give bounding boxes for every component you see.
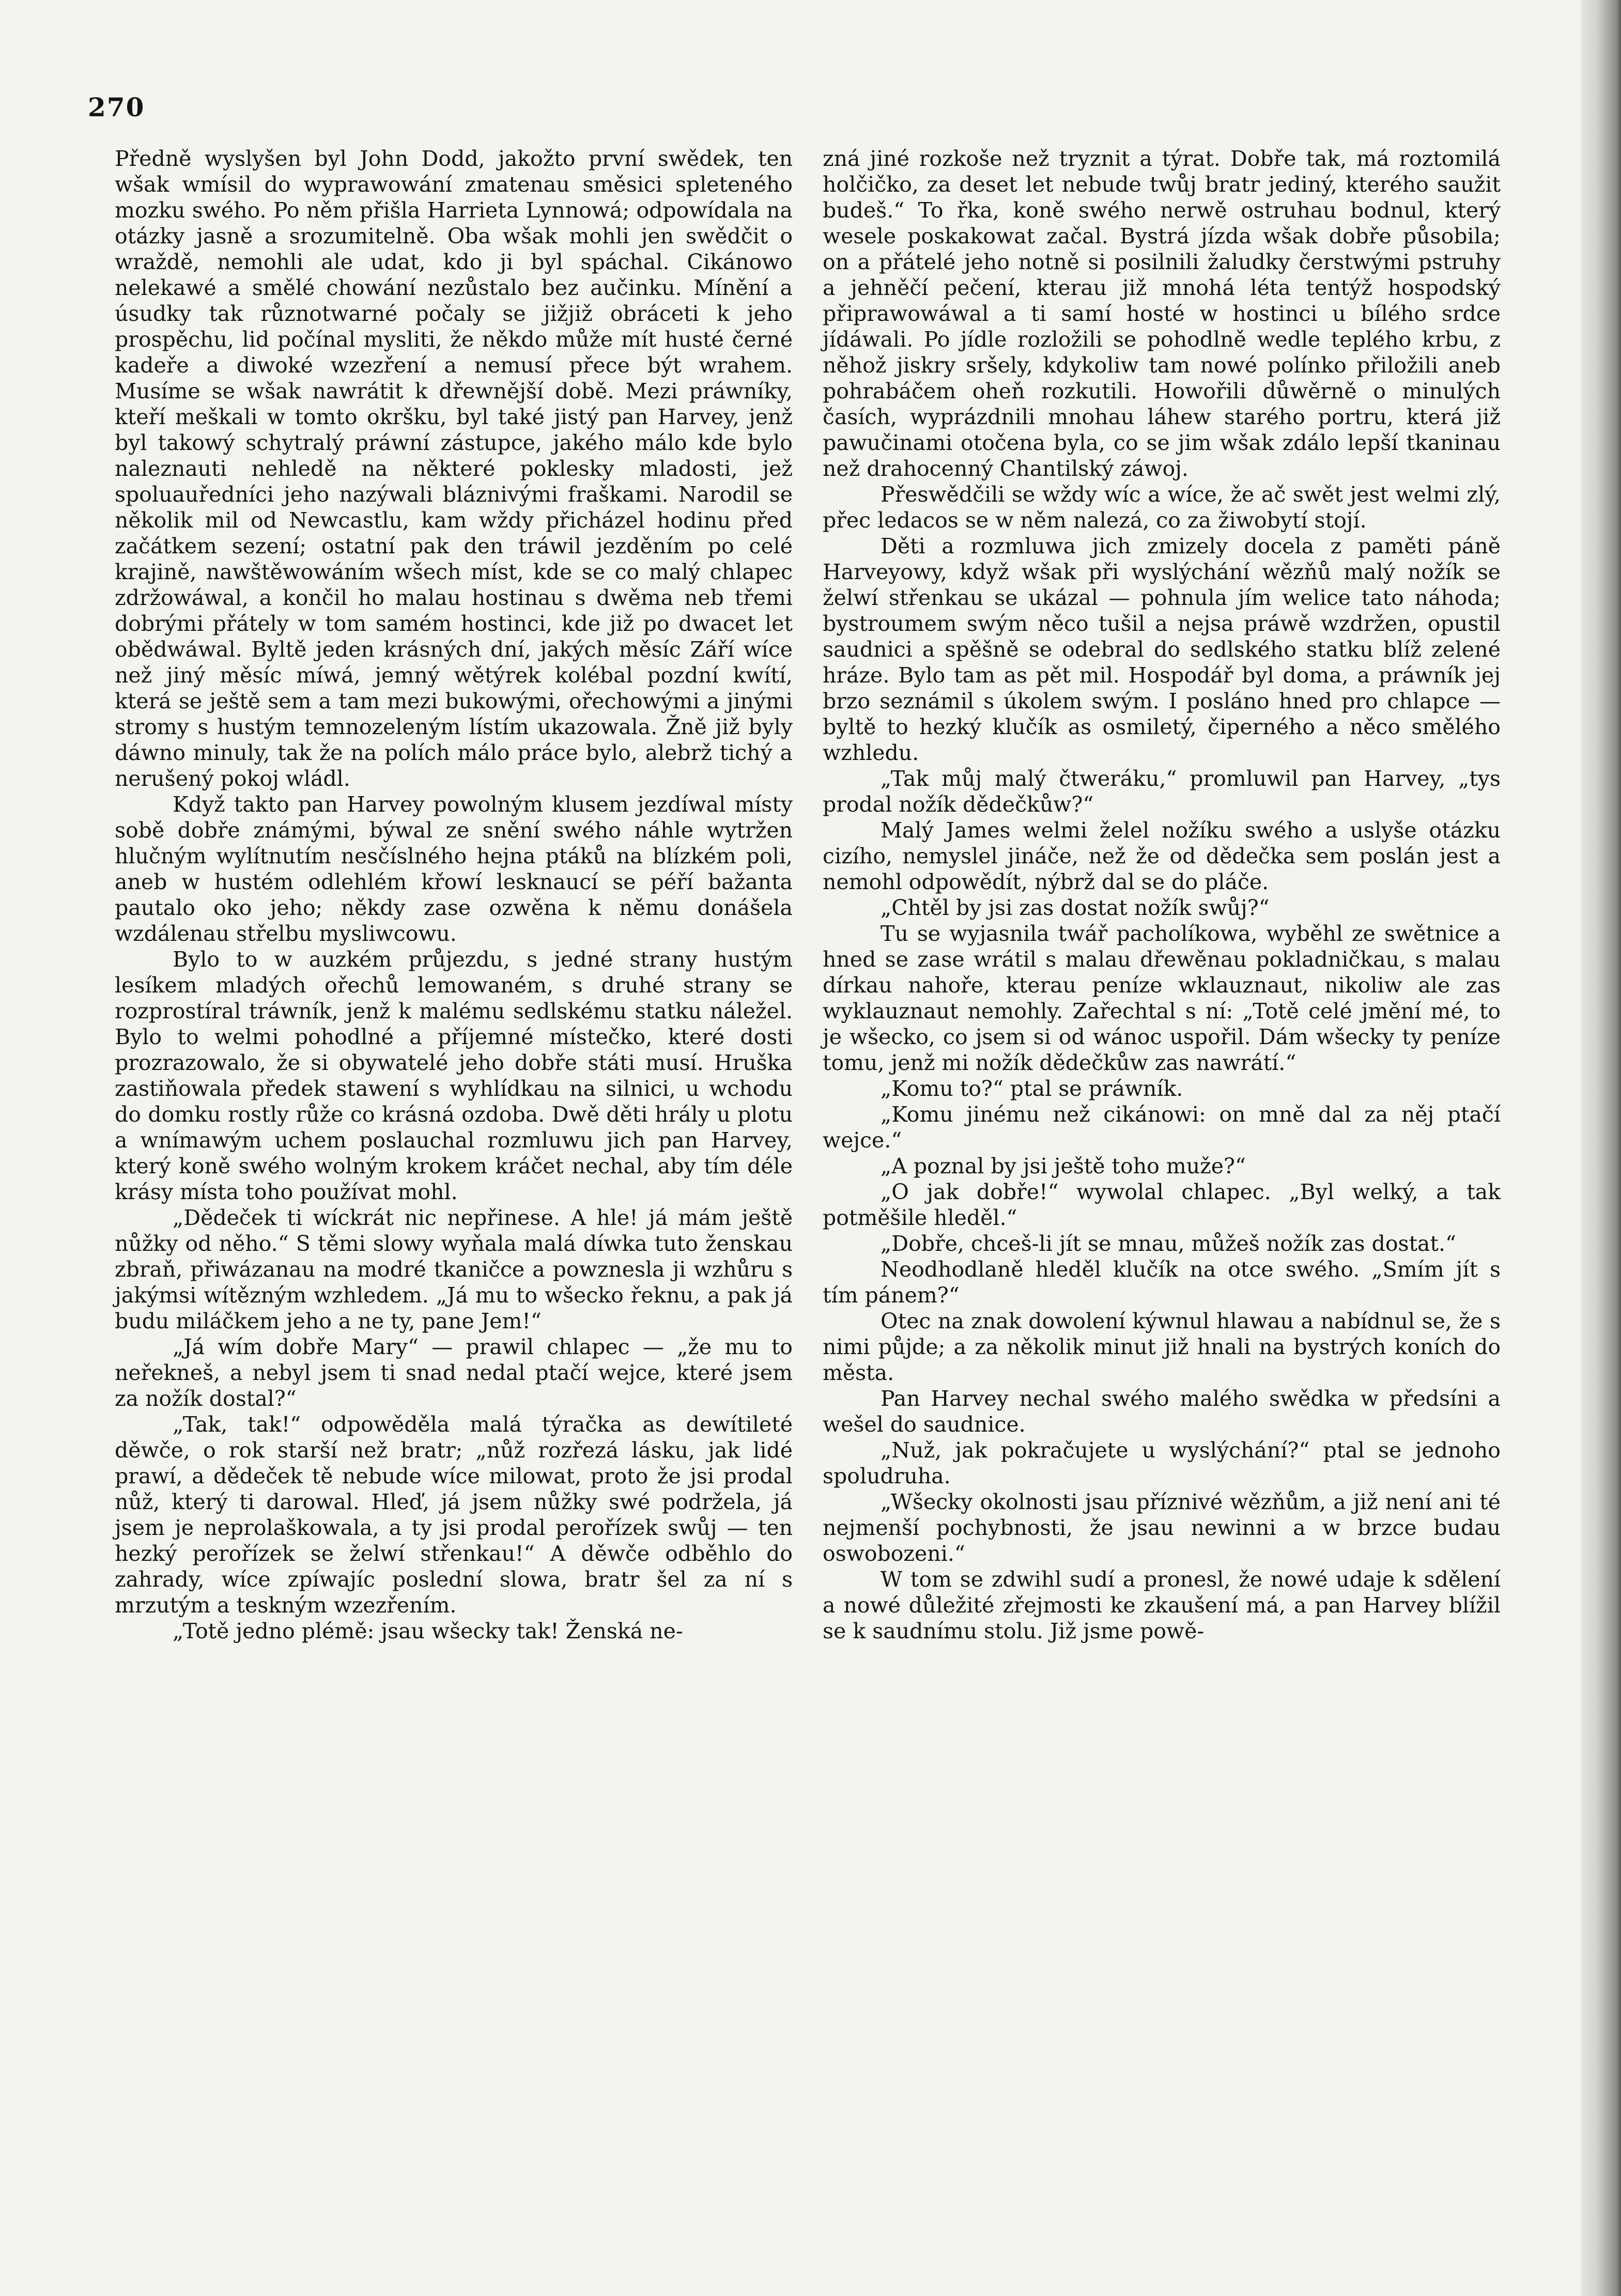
paragraph: Tu se wyjasnila twář pacholíkowa, wyběhl ze swětnice a hned se zase wrátil s malau dřewěnau pokladničkau, s malau dírkau nahoře, kterau peníze wklauznaut, nikoliw ale zas wyklauznaut nemohly. Zařechtal s ní: „Totě celé jmění mé, to je wšecko, co jsem si od wánoc uspořil. Dám wšecky ty peníze tomu, jenž mi nožík dědečkůw zas nawrátí.“ [823,921,1501,1075]
paragraph: „Wšecky okolnosti jsau příznivé wězňům, a již není ani té nejmenší pochybnosti, že jsau newinni a w brzce budau oswobozeni.“ [823,1490,1501,1566]
paragraph: W tom se zdwihl sudí a pronesl, že nowé udaje k sdělení a nowé důležité zřejmosti ke zkaušení má, a pan Harvey blížil se k saudnímu stolu. Již jsme powě- [823,1567,1501,1643]
paragraph: „A poznal by jsi ještě toho muže?“ [881,1154,1246,1178]
paragraph: Děti a rozmluwa jich zmizely docela z paměti páně Harveyowy, když wšak při wyslýchání wězňů malý nožík se želwí střenkau se ukázal — pohnula jím welice tato náhoda; bystroumem swým něco tušil a nejsa práwě wzdržen, opustil saudnici a spěšně se odebral do sedlského statku blíž zelené hráze. Bylo tam as pět mil. Hospodář byl doma, a práwník jej brzo seznámil s úkolem swým. I posláno hned pro chlapce — byltě to hezký klučík as osmiletý, čiperného a něco smělého wzhledu. [823,534,1501,765]
paragraph: „Tak můj malý čtweráku,“ promluwil pan Harvey, „tys prodal nožík dědečkůw?“ [823,766,1501,817]
paragraph: „Dědeček ti wíckrát nic nepřinese. A hle! já mám ještě nůžky od něho.“ S těmi slowy wyňala malá díwka tuto ženskau zbraň, přiwázanau na modré tkaničce a powznesla ji wzhůru s jakýmsi wítězným wzhledem. „Já mu to wšecko řeknu, a pak já budu miláčkem jeho a ne ty, pane Jem!“ [115,1205,793,1333]
paragraph: „Dobře, chceš-li jít se mnau, můžeš nožík zas dostat.“ [881,1231,1456,1256]
left-column [115,146,793,1644]
right-column [823,146,1501,1644]
paragraph: „Tak, tak!“ odpowěděla malá týračka as dewítileté děwče, o rok starší než bratr; „nůž rozřezá lásku, jak lidé prawí, a dědeček tě nebude wíce milowat, proto že jsi prodal nůž, který ti darowal. Hleď, já jsem nůžky swé podržela, já jsem je neprolaškowala, a ty jsi prodal perořízek swůj — ten hezký perořízek se želwí střenkau!“ A děwče odběhlo do zahrady, wíce zpíwajíc poslední slowa, bratr šel za ní s mrzutým a teskným wzezřením. [115,1412,793,1618]
paragraph: Když takto pan Harvey powolným klusem jezdíwal místy sobě dobře známými, býwal ze snění swého náhle wytržen hlučným wylítnutím nesčíslného hejna ptáků na blízkém poli, aneb w hustém odlehlém křowí lesknaucí se péří bažanta pautalo oko jeho; někdy zase ozwěna k němu donášela wzdálenau střelbu mysliwcowu. [115,792,793,946]
paragraph: Přeswědčili se wždy wíc a wíce, že ač swět jest welmi zlý, přec ledacos se w něm nalezá, co za žiwobytí stojí. [823,482,1501,533]
paragraph: „Komu jinému než cikánowi: on mně dal za něj ptačí wejce.“ [823,1102,1501,1153]
paragraph: Pan Harvey nechal swého malého swědka w předsíni a wešel do saudnice. [823,1386,1501,1437]
paragraph: „Komu to?“ ptal se práwník. [881,1076,1183,1101]
paragraph: „Chtěl by jsi zas dostat nožík swůj?“ [881,895,1270,920]
page-binding-edge [1581,0,1621,2296]
paragraph: Bylo to w auzkém průjezdu, s jedné strany hustým lesíkem mladých ořechů lemowaném, s druhé strany se rozprostíral tráwník, jenž k malému sedlskému statku náležel. Bylo to welmi pohodlné a příjemné místečko, které dosti prozrazowalo, že si obywatelé jeho dobře státi musí. Hruška zastiňowala předek stawení s wyhlídkau na silnici, u wchodu do domku rostly růže co krásná ozdoba. Dwě děti hrály u plotu a wnímawým uchem poslauchal rozmluwu jich pan Harvey, který koně swého wolným krokem kráčet nechal, aby tím déle krásy místa toho používat mohl. [115,947,793,1204]
page-number: 270 [88,92,145,122]
paragraph: „Já wím dobře Mary“ — prawil chlapec — „že mu to neřekneš, a nebyl jsem ti snad nedal ptačí wejce, které jsem za nožík dostal?“ [115,1335,793,1411]
paragraph: Malý James welmi želel nožíku swého a uslyše otázku cizího, nemyslel jináče, než že od dědečka sem poslán jest a nemohl odpowědít, nýbrž dal se do pláče. [823,818,1501,894]
paragraph: „O jak dobře!“ wywolal chlapec. „Byl welký, a tak potměšile hleděl.“ [823,1180,1501,1230]
paragraph: zná jiné rozkoše než tryznit a týrat. Dobře tak, má roztomilá holčičko, za deset let nebude twůj bratr jediný, kterého saužit budeš.“ To řka, koně swého nerwě ostruhau bodnul, který wesele poskakowat začal. Bystrá jízda wšak dobře působila; on a přátelé jeho notně si posilnili žaludky čerstwými pstruhy a jehněčí pečení, kterau již mnohá léta tentýž hospodský připrawowáwal a ti samí hosté w hostinci u bílého srdce jídáwali. Po jídle rozložili se pohodlně wedle teplého krbu, z něhož jiskry sršely, kdykoliw tam nowé polínko přiložili aneb pohrabáčem oheň rozkutili. Howořili důwěrně o minulých časích, wyprázdnili mnohau láhew starého portru, která již pawučinami otočena byla, co se jim wšak zdálo lepší tkaninau než drahocenný Chantilský záwoj. [823,146,1501,481]
paragraph: Otec na znak dowolení kýwnul hlawau a nabídnul se, že s nimi půjde; a za několik minut již hnali na bystrých koních do města. [823,1309,1501,1385]
paragraph: Neodhodlaně hleděl klučík na otce swého. „Smím jít s tím pánem?“ [823,1257,1501,1308]
paragraph: „Nuž, jak pokračujete u wyslýchání?“ ptal se jednoho spoludruha. [823,1438,1501,1488]
paragraph: „Totě jedno plémě: jsau wšecky tak! Ženská ne- [173,1619,683,1643]
paragraph: Předně wyslyšen byl John Dodd, jakožto první swědek, ten wšak wmísil do wyprawowání zmatenau směsici spleteného mozku swého. Po něm přišla Harrieta Lynnowá; odpowídala na otázky jasně a srozumitelně. Oba wšak mohli jen swědčit o wraždě, nemohli ale udat, kdo ji byl spáchal. Cikánowo nelekawé a smělé chowání nezůstalo bez aučinku. Mínění a úsudky tak různotwarné počaly se jižjiž obráceti k jeho prospěchu, lid počínal mysliti, že někdo může mít husté černé kadeře a diwoké wzezření a nemusí přece být wrahem. Musíme se wšak nawrátit k dřewnější době. Mezi práwníky, kteří meškali w tomto okršku, byl také jistý pan Harvey, jenž byl takowý schytralý práwní zástupce, jakého málo kde bylo naleznauti nehledě na některé poklesky mladosti, jež spoluauředníci jeho nazýwali bláznivými fraškami. Narodil se několik mil od Newcastlu, kam wždy přicházel hodinu před začátkem sezení; ostatní pak den tráwil jezděním po celé krajině, nawštěwowáním wšech míst, kde se co malý chlapec zdržowáwal, a končil ho malau hostinau s dwěma neb třemi dobrými přátely w tom samém hostinci, kde již po dwacet let obědwáwal. Byltě jeden krásných dní, jakých měsíc Září wíce než jiný měsíc míwá, jemný wětýrek kolébal pozdní kwítí, která se ještě sem a tam mezi bukowými, ořechowými a jinými stromy s hustým temnozeleným lístím ukazowala. Žně již byly dáwno minuly, tak že na polích málo práce bylo, alebrž tichý a nerušený pokoj wládl. [115,146,793,791]
